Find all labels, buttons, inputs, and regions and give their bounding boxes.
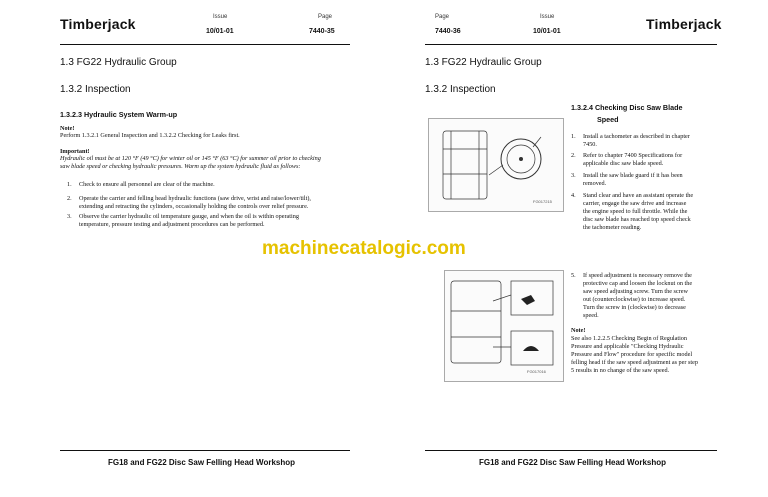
note-line: 5 results in no change of the saw speed.	[571, 367, 670, 374]
step-text: Stand clear and have an assistant operate the	[583, 192, 694, 199]
tachometer-figure	[428, 118, 564, 212]
step-text: carrier, engage the saw drive and increase	[583, 200, 687, 207]
list-item	[571, 192, 761, 232]
figure-caption: FG017016	[527, 369, 546, 374]
watermark: machinecatalogic.com	[262, 238, 466, 259]
step-text: protective cap and loosen the locknut on the	[583, 280, 693, 287]
list-item	[67, 195, 367, 211]
step-text: Install a tachometer as described in chapter	[583, 133, 690, 140]
note-label: Note!	[60, 125, 75, 132]
list-item	[67, 213, 367, 229]
subsection-title: 1.3.2 Inspection	[425, 84, 496, 95]
step-text: Install the saw blade guard if it has been	[583, 172, 683, 179]
step-text: Refer to chapter 7400 Specifications for	[583, 152, 683, 159]
issue-value: 10/01-01	[206, 28, 234, 35]
subsubsection-title-cont: Speed	[597, 115, 619, 124]
page-value: 7440-35	[309, 28, 335, 35]
step-text: removed.	[583, 180, 607, 187]
note-line: Pressure and applicable "Checking Hydraulic	[571, 343, 684, 350]
brand-logo: Timberjack	[646, 16, 722, 32]
subsubsection-title: 1.3.2.4 Checking Disc Saw Blade	[571, 103, 683, 112]
note-text: Perform 1.3.2.1 General Inspection and 1.3.2.2 Checking for Leaks first.	[60, 132, 240, 139]
step-text: Check to ensure all personnel are clear of the machine.	[79, 181, 215, 188]
step-number: 4.	[571, 192, 576, 199]
footer-title: FG18 and FG22 Disc Saw Felling Head Workshop	[479, 458, 667, 467]
adjusting-screw-figure	[444, 270, 564, 382]
header-rule	[60, 44, 350, 45]
step-number: 2.	[571, 152, 576, 159]
step-text: speed.	[583, 312, 599, 319]
figure-caption: FG017215	[533, 199, 552, 204]
page-value: 7440-36	[435, 28, 461, 35]
important-label: Important!	[60, 148, 90, 155]
page-label: Page	[318, 14, 333, 20]
step-text: extending and retracting the cylinders, occasionally holding the controls over relief pressure.	[79, 203, 309, 210]
list-item	[571, 152, 761, 168]
header-rule	[425, 44, 717, 45]
issue-label: Issue	[540, 14, 555, 20]
important-line: Hydraulic oil must be at 120 °F (49 °C) for winter oil or 145 °F (63 °C) for summer oil prior to checking	[60, 155, 321, 162]
section-title: 1.3 FG22 Hydraulic Group	[425, 57, 542, 68]
note-line: See also 1.2.2.5 Checking Begin of Regulation	[571, 335, 687, 342]
step-text: the engine speed to full throttle. While the	[583, 208, 688, 215]
important-line: saw blade speed or checking hydraulic pressures. Warm up the system hydraulic fluid as follows:	[60, 163, 301, 170]
step-text: temperature, pressure testing and adjustment procedures can be performed.	[79, 221, 265, 228]
subsection-title: 1.3.2 Inspection	[60, 84, 131, 95]
step-number: 3.	[571, 172, 576, 179]
step-number: 3.	[67, 213, 72, 220]
list-item	[571, 133, 761, 149]
step-text: Observe the carrier hydraulic oil temperature gauge, and when the oil is within operating	[79, 213, 299, 220]
felling-head-illustration	[429, 119, 563, 211]
footer-rule	[425, 450, 717, 451]
list-item	[571, 172, 761, 188]
step-text: If speed adjustment is necessary remove the	[583, 272, 692, 279]
list-item	[571, 272, 761, 320]
step-text: the tachometer reading.	[583, 224, 642, 231]
note-line: felling head if the saw speed adjustment as per step	[571, 359, 698, 366]
subsubsection-title: 1.3.2.3 Hydraulic System Warm-up	[60, 110, 178, 119]
step-number: 5.	[571, 272, 576, 279]
step-text: out (counterclockwise) to increase speed.	[583, 296, 686, 303]
saw-speed-adjust-illustration	[445, 271, 563, 381]
step-text: Turn the screw in (clockwise) to decrease	[583, 304, 686, 311]
step-number: 2.	[67, 195, 72, 202]
step-text: Operate the carrier and felling head hydraulic functions (saw drive, wrist and raise/lower/tilt),	[79, 195, 311, 202]
step-number: 1.	[571, 133, 576, 140]
step-text: 7450.	[583, 141, 597, 148]
note-line: Pressure and Flow" procedure for specific model	[571, 351, 693, 358]
note-label: Note!	[571, 327, 586, 334]
footer-rule	[60, 450, 350, 451]
step-number: 1.	[67, 181, 72, 188]
step-text: applicable disc saw blade speed.	[583, 160, 664, 167]
page-label: Page	[435, 14, 450, 20]
step-text: saw speed adjusting screw. Turn the screw	[583, 288, 688, 295]
issue-label: Issue	[213, 14, 228, 20]
brand-logo: Timberjack	[60, 16, 136, 32]
step-text: disc saw blade has reached top speed check	[583, 216, 691, 223]
issue-value: 10/01-01	[533, 28, 561, 35]
section-title: 1.3 FG22 Hydraulic Group	[60, 57, 177, 68]
footer-title: FG18 and FG22 Disc Saw Felling Head Workshop	[108, 458, 296, 467]
